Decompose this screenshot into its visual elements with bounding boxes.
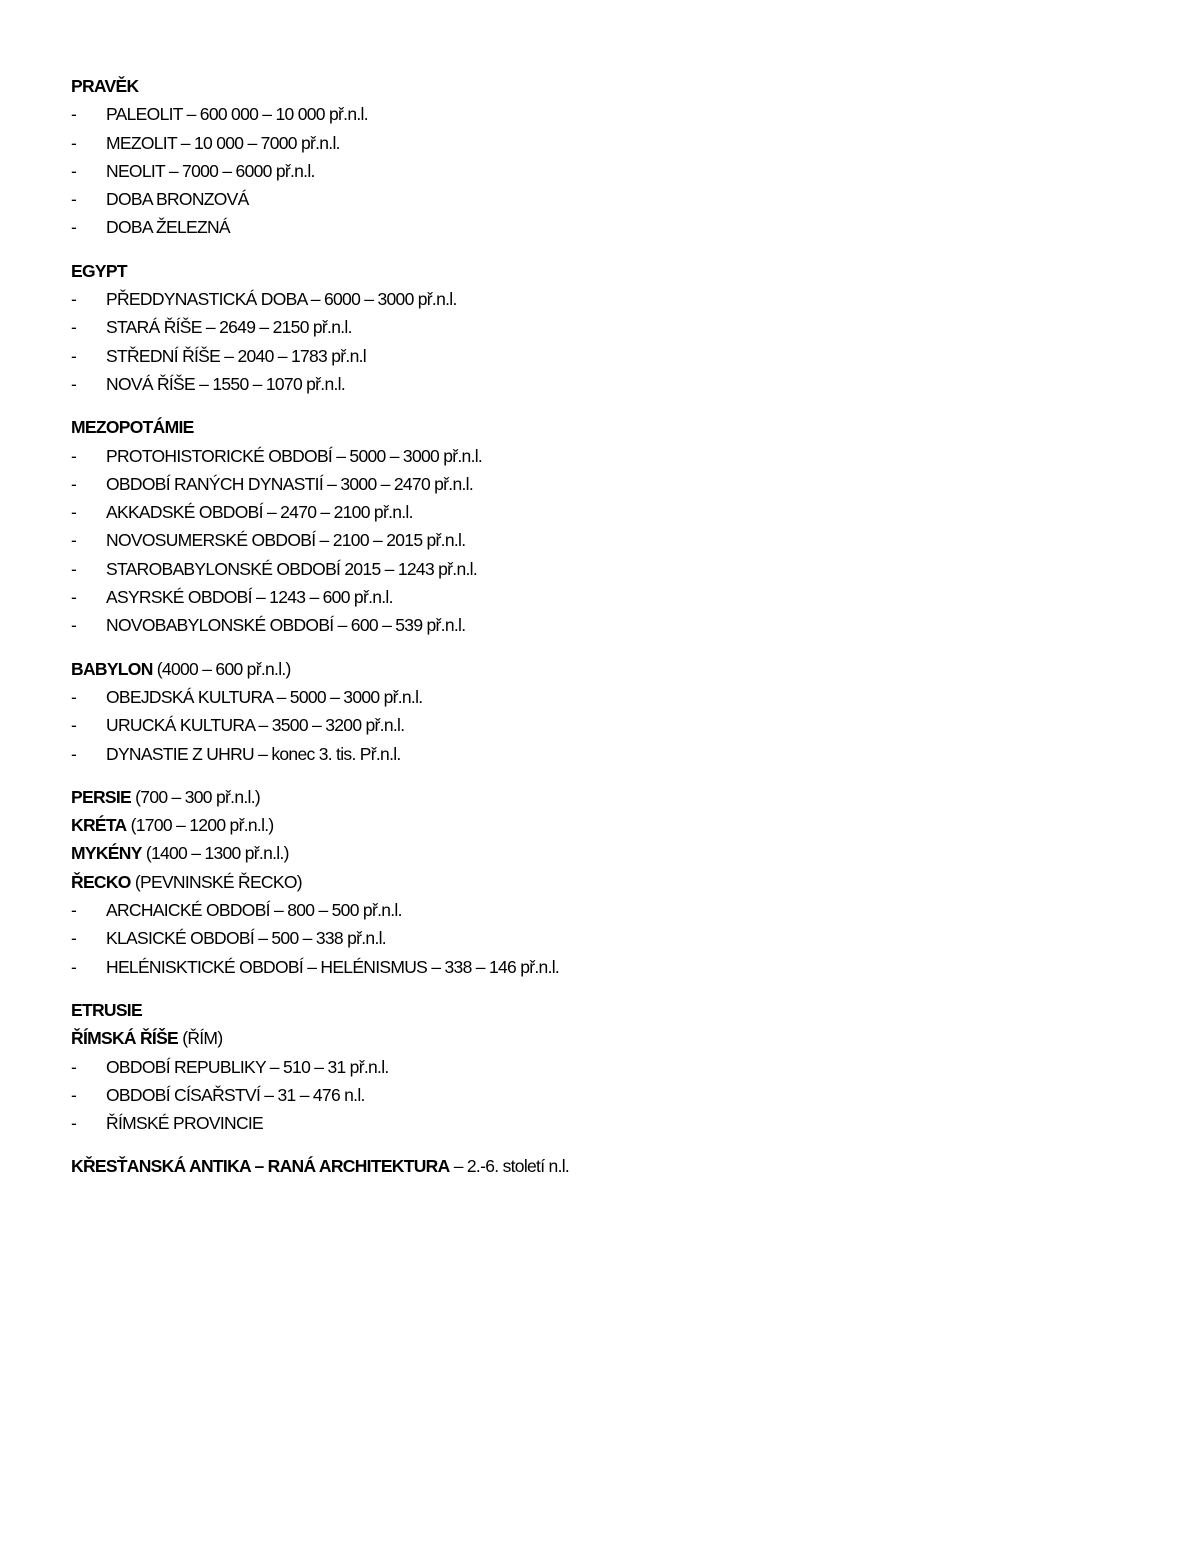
list-item: - URUCKÁ KULTURA – 3500 – 3200 př.n.l. [71,711,1131,739]
bullet-dash: - [71,956,77,977]
list-item: - ARCHAICKÉ OBDOBÍ – 800 – 500 př.n.l. [71,896,1131,924]
list-item: - ŘÍMSKÉ PROVINCIE [71,1109,1131,1137]
list-item: - OBDOBÍ REPUBLIKY – 510 – 31 př.n.l. [71,1053,1131,1081]
list-item: - PROTOHISTORICKÉ OBDOBÍ – 5000 – 3000 př.n.l. [71,442,1131,470]
bullet-dash: - [71,1113,77,1134]
list-item: - MEZOLIT – 10 000 – 7000 př.n.l. [71,129,1131,157]
list-item: - OBDOBÍ RANÝCH DYNASTIÍ – 3000 – 2470 př.n.l. [71,470,1131,498]
bullet-dash: - [71,928,77,949]
list-item: - ASYRSKÉ OBDOBÍ – 1243 – 600 př.n.l. [71,583,1131,611]
list-item: - OBDOBÍ CÍSAŘSTVÍ – 31 – 476 n.l. [71,1081,1131,1109]
section-heading: PRAVĚK [71,76,139,96]
bullet-dash: - [71,615,77,636]
bullet-dash: - [71,743,77,764]
section-heading: MYKÉNY (1400 – 1300 př.n.l.) [71,843,289,864]
bullet-dash: - [71,317,77,338]
list-item: - DOBA BRONZOVÁ [71,185,1131,213]
section-heading: KRÉTA (1700 – 1200 př.n.l.) [71,815,274,836]
list-item: - STŘEDNÍ ŘÍŠE – 2040 – 1783 př.n.l [71,342,1131,370]
bullet-dash: - [71,473,77,494]
bullet-dash: - [71,1056,77,1077]
bullet-dash: - [71,289,77,310]
list-item: - NOVOBABYLONSKÉ OBDOBÍ – 600 – 539 př.n.l. [71,611,1131,639]
section-heading: PERSIE (700 – 300 př.n.l.) [71,786,260,807]
section-heading: MEZOPOTÁMIE [71,417,194,438]
bullet-dash: - [71,1084,77,1105]
list-item: - NOVÁ ŘÍŠE – 1550 – 1070 př.n.l. [71,370,1131,398]
section-heading: ŘÍMSKÁ ŘÍŠE (ŘÍM) [71,1028,223,1049]
bullet-dash: - [71,530,77,551]
bullet-dash: - [71,373,77,394]
bullet-dash: - [71,132,77,153]
section-heading: KŘESŤANSKÁ ANTIKA – RANÁ ARCHITEKTURA – 2.-6. století n.l. [71,1156,570,1177]
section-heading: ŘECKO (PEVNINSKÉ ŘECKO) [71,871,302,892]
list-item: - NOVOSUMERSKÉ OBDOBÍ – 2100 – 2015 př.n.l. [71,526,1131,554]
bullet-dash: - [71,587,77,608]
bullet-dash: - [71,345,77,366]
list-item: - PALEOLIT – 600 000 – 10 000 př.n.l. [71,100,1131,128]
bullet-dash: - [71,900,77,921]
bullet-dash: - [71,686,77,707]
section-heading: EGYPT [71,260,127,281]
list-item: - DYNASTIE Z UHRU – konec 3. tis. Př.n.l. [71,740,1131,768]
bullet-dash: - [71,502,77,523]
bullet-dash: - [71,189,77,210]
bullet-dash: - [71,445,77,466]
list-item: - STARÁ ŘÍŠE – 2649 – 2150 př.n.l. [71,313,1131,341]
list-item: - NEOLIT – 7000 – 6000 př.n.l. [71,157,1131,185]
list-item: - DOBA ŽELEZNÁ [71,213,1131,241]
list-item: - OBEJDSKÁ KULTURA – 5000 – 3000 př.n.l. [71,683,1131,711]
section-heading: ETRUSIE [71,999,142,1020]
bullet-dash: - [71,217,77,238]
bullet-dash: - [71,558,77,579]
document-page [71,72,1131,1181]
list-item: - HELÉNISKTICKÉ OBDOBÍ – HELÉNISMUS – 338 – 146 př.n.l. [71,953,1131,981]
list-item: - PŘEDDYNASTICKÁ DOBA – 6000 – 3000 př.n.l. [71,285,1131,313]
bullet-dash: - [71,160,77,181]
section-heading: BABYLON (4000 – 600 př.n.l.) [71,658,291,679]
list-item: - STAROBABYLONSKÉ OBDOBÍ 2015 – 1243 př.n.l. [71,555,1131,583]
bullet-dash: - [71,715,77,736]
list-item: - AKKADSKÉ OBDOBÍ – 2470 – 2100 př.n.l. [71,498,1131,526]
bullet-dash: - [71,104,77,125]
list-item: - KLASICKÉ OBDOBÍ – 500 – 338 př.n.l. [71,924,1131,952]
